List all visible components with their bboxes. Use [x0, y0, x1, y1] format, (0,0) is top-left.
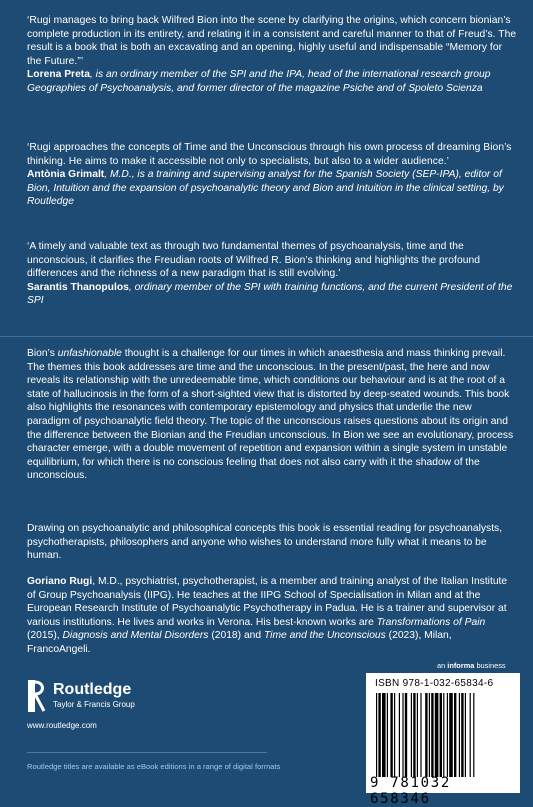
- isbn-label: ISBN 978-1-032-65834-6: [375, 678, 494, 689]
- author-bio: Goriano Rugi, M.D., psychiatrist, psychotherapist, is a member and training analyst of the Italian Institute of Group Psychoanalysis (IIPG). He teaches at the IIPG School of Specialisation in Milan and at the European Research Institute of Psychoanalytic Psychotherapy in Padua. He is a trainer and supervisor at various institutions. He lives and works in Verona. His best-known works are Transformations of Pain (2015), Diagnosis and Mental Disorders (2018) and Time and the Unconscious (2023), Milan, FrancoAngeli.: [27, 576, 508, 655]
- section-divider: [0, 336, 533, 337]
- review-3-affiliation: , ordinary member of the SPI with training functions, and the current President of the SPI: [27, 281, 513, 307]
- review-3-name: Sarantis Thanopulos: [27, 281, 129, 293]
- review-2: [27, 141, 517, 209]
- ebook-note: Routledge titles are available as eBook editions in a range of digital formats: [27, 762, 281, 771]
- review-3-quote: ‘A timely and valuable text as through two fundamental themes of psychoanalysis, time and the unconscious, it clarifies the Freudian roots of Wilfred R. Bion’s thinking and highlights the profound differences and the richness of a new paradigm that is still evolving.’: [27, 241, 481, 280]
- barcode-icon: [376, 693, 512, 777]
- author-name: Goriano Rugi: [27, 576, 93, 587]
- description-paragraph-2: Drawing on psychoanalytic and philosophical concepts this book is essential reading for psychoanalysts, psychotherapists, philosophers and anyone who wishes to understand more fully what it means to be human.: [27, 523, 503, 562]
- isbn-barcode-panel: [366, 673, 520, 807]
- review-2-affiliation: , M.D., is a training and supervising analyst for the Spanish Society (SEP-IPA), editor of Bion, Intuition and the expansion of psychoanalytic theory and Bion and Intuition in the clinical setting, by Routledge: [27, 169, 504, 208]
- description-paragraph-1: Bion’s unfashionable thought is a challenge for our times in which anaesthesia and mass thinking prevail. The themes this book addresses are time and the unconscious. In the present/past, the here and now reveals its relationship with the unredeemable time, which conditions our behaviour and is at the root of a state of hallucinosis in the form of a short-sighted view that is distorted by deep-seated wounds. This book also highlights the resonances with contemporary epistemology and physics that underlie the new paradigm of psychoanalytic field theory. The topic of the unconscious raises questions about its origin and the difference between the Bionian and the Freudian unconscious. In Bion we see an evolutionary, process character emerge, with a double movement of repetition and expansion within a single system in unstable equilibrium, for which there is no conscious feeling that does not also carry with it the shadow of the unconscious.: [27, 348, 514, 482]
- book-description: [27, 347, 517, 483]
- barcode-digits: 9 781032 658346: [370, 775, 452, 807]
- routledge-logo-icon: [27, 680, 47, 712]
- publisher-name: Routledge: [53, 681, 132, 698]
- review-2-name: Antònia Grimalt: [27, 169, 105, 181]
- review-1-name: Lorena Preta: [27, 69, 90, 81]
- footer-divider: [27, 752, 267, 753]
- review-1-quote: ‘Rugi manages to bring back Wilfred Bion into the scene by clarifying the origins, which concern bionian’s complete production in its entirety, and relating it in a consistent and careful manner to that of Freud’s. The result is a book that is both an excavating and an opening, highly useful and indispensable “Memory for the Future.”’: [27, 15, 517, 67]
- publisher-brand: [27, 679, 217, 739]
- review-1-affiliation: , is an ordinary member of the SPI and the IPA, head of the international research group Geographies of Psychoanalysis, and former director of the magazine Psiche and of Spoleto Scienza: [27, 69, 491, 94]
- informa-business-label: an informa business: [437, 661, 506, 670]
- publisher-url: www.routledge.com: [27, 721, 97, 730]
- book-description-2: [27, 522, 517, 563]
- review-1: [27, 14, 517, 96]
- review-2-quote: ‘Rugi approaches the concepts of Time and the Unconscious through his own process of dreaming Bion’s thinking. He aims to make it accessible not only to specialists, but also to a wider audience.’: [27, 142, 512, 167]
- publisher-group: Taylor & Francis Group: [53, 700, 135, 709]
- review-3: [27, 240, 517, 308]
